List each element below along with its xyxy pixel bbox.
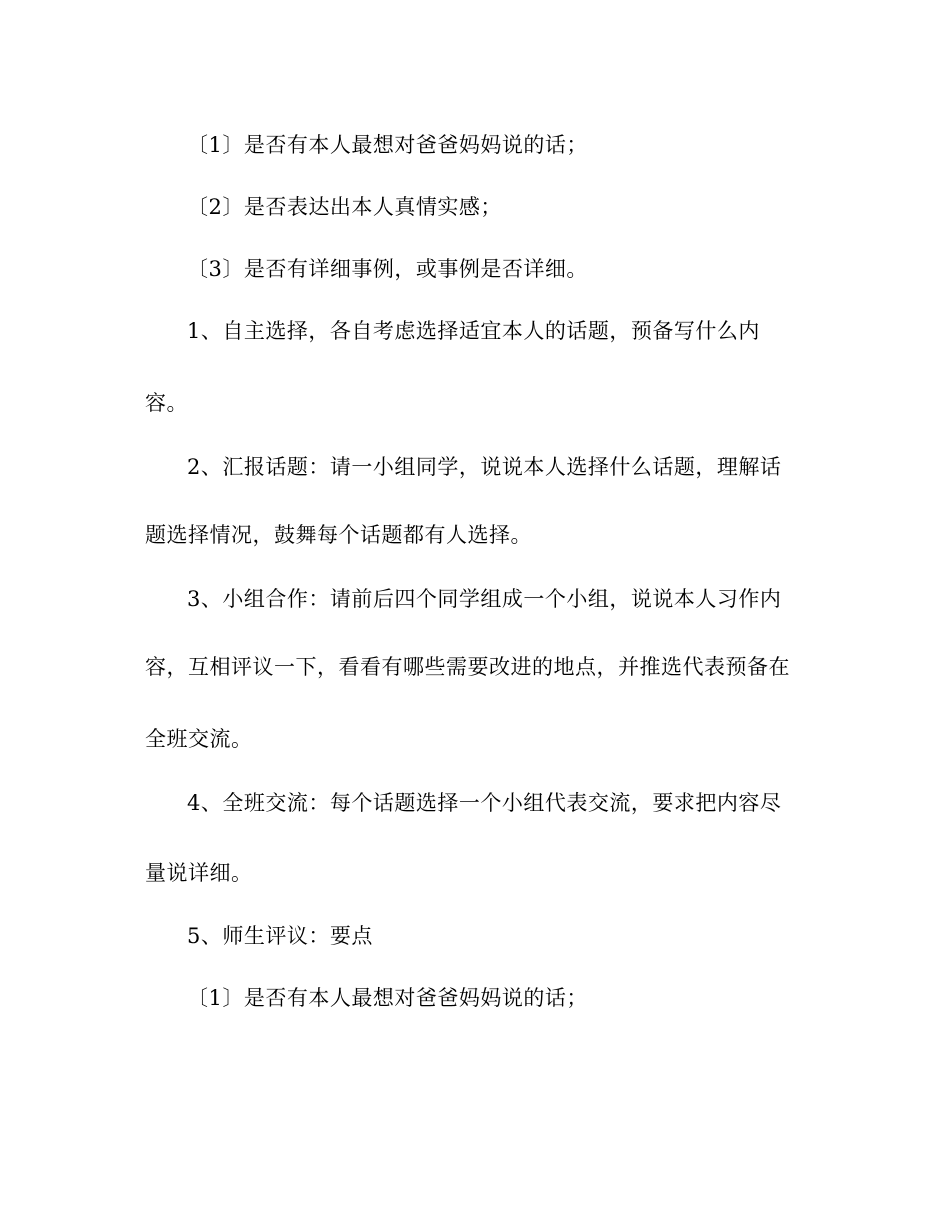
step-4-line-2: 量说详细。 — [145, 861, 253, 885]
step-3-line-2: 容，互相评议一下，看看有哪些需要改进的地点，并推选代表预备在 — [145, 655, 790, 679]
step-5-heading: 5、师生评议：要点 — [187, 924, 373, 948]
step-2-line-1: 2、汇报话题：请一小组同学，说说本人选择什么话题，理解话 — [187, 455, 782, 479]
step-4-line-1: 4、全班交流：每个话题选择一个小组代表交流，要求把内容尽 — [187, 791, 782, 815]
step-3-line-3: 全班交流。 — [145, 727, 253, 751]
step-1-line-2: 容。 — [145, 391, 188, 415]
step-5-item-1: 〔1〕是否有本人最想对爸爸妈妈说的话； — [187, 986, 588, 1010]
step-1-line-1: 1、自主选择，各自考虑选择适宜本人的话题，预备写什么内 — [187, 319, 760, 343]
criteria-item-1: 〔1〕是否有本人最想对爸爸妈妈说的话； — [187, 133, 588, 157]
criteria-item-3: 〔3〕是否有详细事例，或事例是否详细。 — [187, 257, 588, 281]
step-3-line-1: 3、小组合作：请前后四个同学组成一个小组，说说本人习作内 — [187, 587, 782, 611]
criteria-item-2: 〔2〕是否表达出本人真情实感； — [187, 195, 502, 219]
step-2-line-2: 题选择情况，鼓舞每个话题都有人选择。 — [145, 523, 532, 547]
